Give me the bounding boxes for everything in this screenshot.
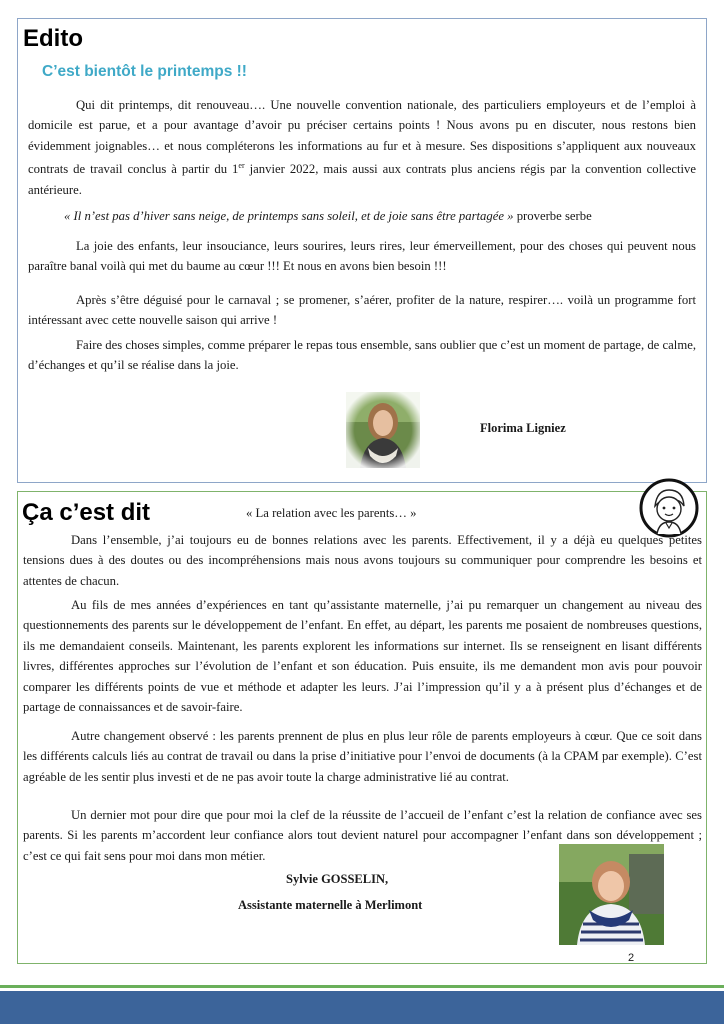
ca-cest-dit-section (17, 491, 707, 964)
edito-quote: « Il n’est pas d’hiver sans neige, de printemps sans soleil, et de joie sans être partagée » proverbe serbe (64, 209, 592, 223)
child-cartoon-icon (639, 478, 699, 538)
dit-paragraph-1: Dans l’ensemble, j’ai toujours eu de bonnes relations avec les parents. Effectivement, il y a déjà eu quelques petites tensions dues à des doutes ou des incompréhensions mais nous avons toujours su communiquer pour comprendre les besoins et attentes de chacun. (23, 533, 702, 588)
edito-paragraph-2: La joie des enfants, leur insouciance, leurs sourires, leurs rires, leur émerveillement, pour des choses qui peuvent nous paraître banal voilà qui met du baume au cœur !!! Et nous en avons bien besoin !!! (28, 239, 696, 274)
portrait-photo-sylvie (559, 844, 664, 945)
footer-divider (0, 985, 724, 988)
page-number: 2 (628, 952, 635, 964)
dit-signature-name: Sylvie GOSSELIN, (286, 872, 389, 886)
edito-paragraph-3: Après s’être déguisé pour le carnaval ; se promener, s’aérer, profiter de la nature, respirer…. voilà un programme fort intéressant avec cette nouvelle saison qui arrive ! (28, 293, 696, 328)
edito-section (17, 18, 707, 483)
dit-paragraph-2: Au fils de mes années d’expériences en tant qu’assistante maternelle, j’ai pu remarquer un changement au niveau des questionnements des parents sur le développement de l’enfant. En effet, au départ, les parents me posaient de nombreuses questions, ils me demandaient conseils. Maintenant, les parents explorent les informations sur internet. Ils se renseignent en lisant différents livres, différentes approches sur l’évolution de l’enfant et son éducation. Puis ensuite, ils me demandent mon avis pour pouvoir comparer les différents points de vue et méthode et adapter les leurs. J’ai l’impression qu’il y a à présent plus d’échanges et de partage de connaissances et de savoir-faire. (23, 598, 702, 715)
dit-paragraph-3: Autre changement observé : les parents prennent de plus en plus leur rôle de parents employeurs à cœur. Que ce soit dans les différents calculs liés au contrat de travail ou dans la prise d’initiative pour l’envoi de documents (à la CPAM par exemple). C’est agréable de les sentir plus investi et de ne pas avoir toute la charge administrative lié au contrat. (23, 729, 702, 784)
edito-title: Edito (23, 25, 83, 52)
portrait-photo-florima (346, 392, 420, 468)
dit-title: Ça c’est dit (22, 499, 151, 526)
edito-subtitle: C’est bientôt le printemps !! (42, 63, 247, 80)
edito-paragraph-1: Qui dit printemps, dit renouveau…. Une nouvelle convention nationale, des particuliers employeurs et de l’emploi à domicile est parue, et a pour avantage d’avoir pu préciser certains points ! Nous avons pu en discuter, nous restons bien évidemment joignables… et nous compléterons les informations au fur et à mesure. Ses dispositions s’appliquent aux nouveaux contrats de travail conclus à partir du 1er janvier 2022, mais aussi aux contrats plus anciens régis par la convention collective antérieure. (28, 98, 696, 197)
edito-paragraph-4: Faire des choses simples, comme préparer le repas tous ensemble, sans oublier que c’est un moment de partage, de calme, d’échanges et qu’il se réalise dans la joie. (28, 338, 696, 373)
dit-heading: « La relation avec les parents… » (246, 506, 417, 520)
dit-signature-role: Assistante maternelle à Merlimont (238, 898, 423, 912)
edito-signature: Florima Ligniez (480, 421, 566, 435)
footer-band (0, 991, 724, 1024)
dit-paragraph-4: Un dernier mot pour dire que pour moi la clef de la réussite de l’accueil de l’enfant c’est la relation de confiance avec ses parents. Si les parents m’accordent leur confiance alors tout devient naturel pour accompagner l’enfant dans son développement ; c’est ce qui fait sens pour moi dans mon métier. (23, 808, 702, 863)
